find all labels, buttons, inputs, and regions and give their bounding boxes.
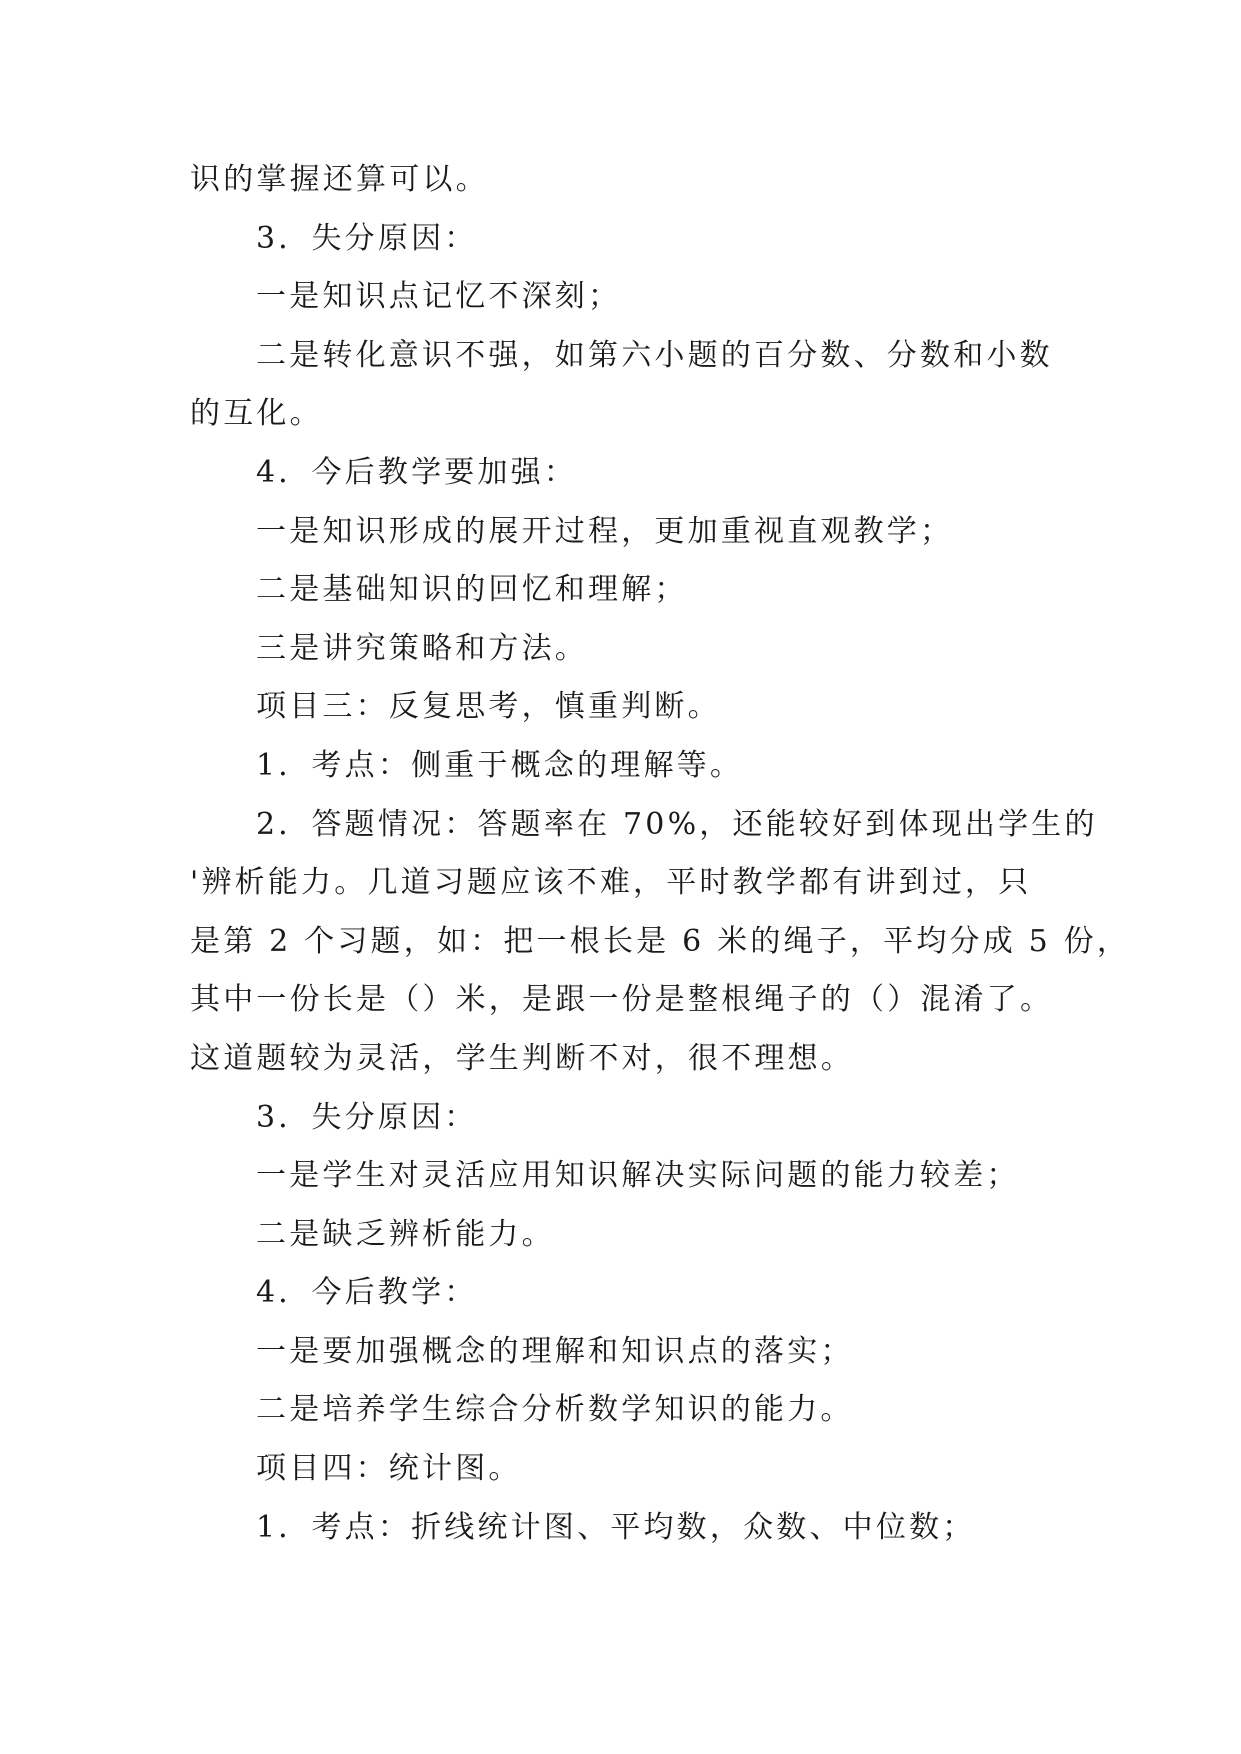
text-line-10: 项目三：反复思考，慎重判断。 <box>256 689 721 725</box>
text-line-14: 是第 2 个习题，如：把一根长是 6 米的绳子，平均分成 5 份， <box>190 923 1131 959</box>
text-line-8: 二是基础知识的回忆和理解； <box>256 572 688 608</box>
text-line-13: '辨析能力。几道习题应该不难，平时教学都有讲到过，只 <box>190 865 1032 901</box>
text-line-11: 1．考点：侧重于概念的理解等。 <box>256 747 744 783</box>
text-line-21: 一是要加强概念的理解和知识点的落实； <box>256 1333 854 1369</box>
text-line-24: 1．考点：折线统计图、平均数，众数、中位数； <box>256 1509 976 1545</box>
text-line-4: 二是转化意识不强，如第六小题的百分数、分数和小数 <box>256 337 1053 373</box>
text-line-7: 一是知识形成的展开过程，更加重视直观教学； <box>256 513 954 549</box>
text-line-19: 二是缺乏辨析能力。 <box>256 1216 555 1252</box>
text-line-23: 项目四：统计图。 <box>256 1451 522 1487</box>
text-line-15: 其中一份长是（）米，是跟一份是整根绳子的（）混淆了。 <box>190 982 1054 1018</box>
text-line-2: 3．失分原因： <box>256 220 478 256</box>
text-line-6: 4．今后教学要加强： <box>256 454 578 490</box>
text-line-1: 识的掌握还算可以。 <box>190 162 489 197</box>
text-line-16: 这道题较为灵活，学生判断不对，很不理想。 <box>190 1040 854 1076</box>
text-line-5: 的互化。 <box>190 396 323 432</box>
text-line-3: 一是知识点记忆不深刻； <box>256 279 622 315</box>
text-line-17: 3．失分原因： <box>256 1099 478 1135</box>
text-line-18: 一是学生对灵活应用知识解决实际问题的能力较差； <box>256 1158 1020 1194</box>
text-line-9: 三是讲究策略和方法。 <box>256 630 588 666</box>
document-body <box>190 151 1131 1557</box>
text-line-22: 二是培养学生综合分析数学知识的能力。 <box>256 1392 854 1428</box>
text-line-12: 2．答题情况：答题率在 70%，还能较好到体现出学生的 <box>256 806 1098 842</box>
text-line-20: 4．今后教学： <box>256 1275 478 1311</box>
